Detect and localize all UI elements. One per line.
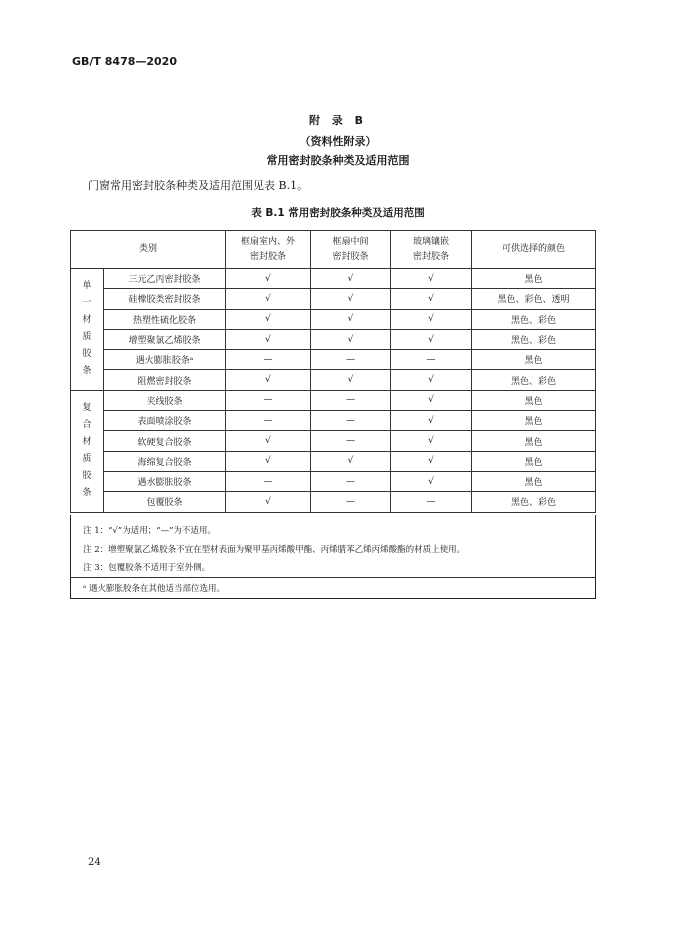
table-row (71, 492, 596, 512)
frame-inout-cell: √ (226, 329, 311, 349)
group-label-char: 胶 (82, 471, 92, 482)
group-label-1 (71, 390, 104, 512)
frame-inout-cell: — (226, 471, 311, 491)
strip-name: 夹线胶条 (104, 390, 226, 410)
table-row (71, 289, 596, 309)
header-col1-line2: 密封胶条 (249, 251, 286, 262)
table-row (71, 370, 596, 390)
strip-name: 遇水膨胀胶条 (104, 471, 226, 491)
color-cell: 黑色、彩色 (472, 492, 596, 512)
header-col2-line1: 框扇中间 (332, 236, 369, 247)
header-col2 (311, 231, 391, 269)
group-label-char: 材 (82, 437, 92, 448)
table-row (71, 411, 596, 431)
header-col3 (391, 231, 472, 269)
glazing-cell: √ (391, 471, 472, 491)
strip-name: 表面喷涂胶条 (104, 411, 226, 431)
group-label-char: 质 (82, 454, 92, 465)
table-row (71, 329, 596, 349)
color-cell: 黑色、彩色、透明 (472, 289, 596, 309)
header-category: 类别 (71, 231, 226, 269)
glazing-cell: √ (391, 390, 472, 410)
color-cell: 黑色 (472, 431, 596, 451)
frame-inout-cell: √ (226, 269, 311, 289)
appendix-type: （资料性附录） (299, 135, 377, 148)
table-row (71, 350, 596, 370)
strip-name: 硅橡胶类密封胶条 (104, 289, 226, 309)
frame-middle-cell: — (311, 471, 391, 491)
frame-inout-cell: √ (226, 370, 311, 390)
header-col1-line1: 框扇室内、外 (240, 236, 295, 247)
glazing-cell: √ (391, 451, 472, 471)
glazing-cell: √ (391, 309, 472, 329)
table-notes (70, 515, 596, 599)
frame-middle-cell: — (311, 431, 391, 451)
table-caption: 表 B.1 常用密封胶条种类及适用范围 (251, 207, 425, 219)
color-cell: 黑色 (472, 411, 596, 431)
group-label-char: 条 (82, 488, 92, 499)
color-cell: 黑色 (472, 451, 596, 471)
group-label-char: 合 (82, 420, 92, 431)
intro-paragraph: 门窗常用密封胶条种类及适用范围见表 B.1。 (88, 179, 309, 192)
frame-middle-cell: — (311, 390, 391, 410)
frame-inout-cell: √ (226, 451, 311, 471)
group-label-0 (71, 269, 104, 391)
glazing-cell: √ (391, 289, 472, 309)
footnote-divider (71, 577, 595, 578)
glazing-cell: √ (391, 411, 472, 431)
header-col4: 可供选择的颜色 (472, 231, 596, 269)
color-cell: 黑色 (472, 269, 596, 289)
table-row (71, 390, 596, 410)
table-row (71, 269, 596, 289)
seal-strip-table (70, 230, 596, 513)
frame-inout-cell: — (226, 411, 311, 431)
header-col1 (226, 231, 311, 269)
header-col2-line2: 密封胶条 (332, 251, 369, 262)
glazing-cell: √ (391, 431, 472, 451)
frame-inout-cell: √ (226, 309, 311, 329)
appendix-title: 附 录 B (308, 114, 368, 127)
strip-name: 软硬复合胶条 (104, 431, 226, 451)
frame-middle-cell: √ (311, 269, 391, 289)
table-row (71, 471, 596, 491)
frame-inout-cell: √ (226, 492, 311, 512)
strip-name: 遇火膨胀胶条ᵃ (104, 350, 226, 370)
note-2: 注 2：增塑聚氯乙烯胶条不宜在型材表面为聚甲基丙烯酸甲酯、丙烯腈苯乙烯丙烯酸酯的材质上使用。 (83, 545, 466, 555)
frame-inout-cell: — (226, 350, 311, 370)
group-label-char: 复 (82, 403, 92, 414)
frame-inout-cell: — (226, 390, 311, 410)
glazing-cell: √ (391, 329, 472, 349)
group-label-char: 一 (82, 298, 92, 309)
note-1: 注 1：“√”为适用；“—”为不适用。 (83, 526, 216, 536)
color-cell: 黑色 (472, 350, 596, 370)
frame-inout-cell: √ (226, 289, 311, 309)
table-row (71, 431, 596, 451)
group-label-char: 条 (82, 366, 92, 377)
frame-inout-cell: √ (226, 431, 311, 451)
header-col3-line1: 玻璃镶嵌 (412, 236, 449, 247)
frame-middle-cell: √ (311, 451, 391, 471)
color-cell: 黑色、彩色 (472, 329, 596, 349)
table-row (71, 309, 596, 329)
frame-middle-cell: √ (311, 370, 391, 390)
strip-name: 三元乙丙密封胶条 (104, 269, 226, 289)
table-header-row (71, 231, 596, 269)
glazing-cell: — (391, 492, 472, 512)
group-label-char: 材 (82, 315, 92, 326)
color-cell: 黑色、彩色 (472, 370, 596, 390)
table-row (71, 451, 596, 471)
frame-middle-cell: √ (311, 329, 391, 349)
page-number: 24 (88, 857, 101, 868)
footnote-a: ᵃ 遇火膨胀胶条在其他适当部位选用。 (83, 584, 225, 594)
strip-name: 海绵复合胶条 (104, 451, 226, 471)
group-label-char: 单 (82, 281, 92, 292)
standard-number: GB/T 8478—2020 (72, 55, 177, 68)
frame-middle-cell: √ (311, 309, 391, 329)
strip-name: 包覆胶条 (104, 492, 226, 512)
color-cell: 黑色 (472, 390, 596, 410)
glazing-cell: — (391, 350, 472, 370)
color-cell: 黑色 (472, 471, 596, 491)
glazing-cell: √ (391, 269, 472, 289)
header-col3-line2: 密封胶条 (412, 251, 449, 262)
note-3: 注 3：包覆胶条不适用于室外侧。 (83, 563, 211, 573)
group-label-char: 胶 (82, 349, 92, 360)
frame-middle-cell: √ (311, 289, 391, 309)
color-cell: 黑色、彩色 (472, 309, 596, 329)
strip-name: 阻燃密封胶条 (104, 370, 226, 390)
frame-middle-cell: — (311, 411, 391, 431)
group-label-char: 质 (82, 332, 92, 343)
glazing-cell: √ (391, 370, 472, 390)
frame-middle-cell: — (311, 492, 391, 512)
strip-name: 热塑性硫化胶条 (104, 309, 226, 329)
frame-middle-cell: — (311, 350, 391, 370)
strip-name: 增塑聚氯乙烯胶条 (104, 329, 226, 349)
appendix-name: 常用密封胶条种类及适用范围 (266, 154, 410, 167)
